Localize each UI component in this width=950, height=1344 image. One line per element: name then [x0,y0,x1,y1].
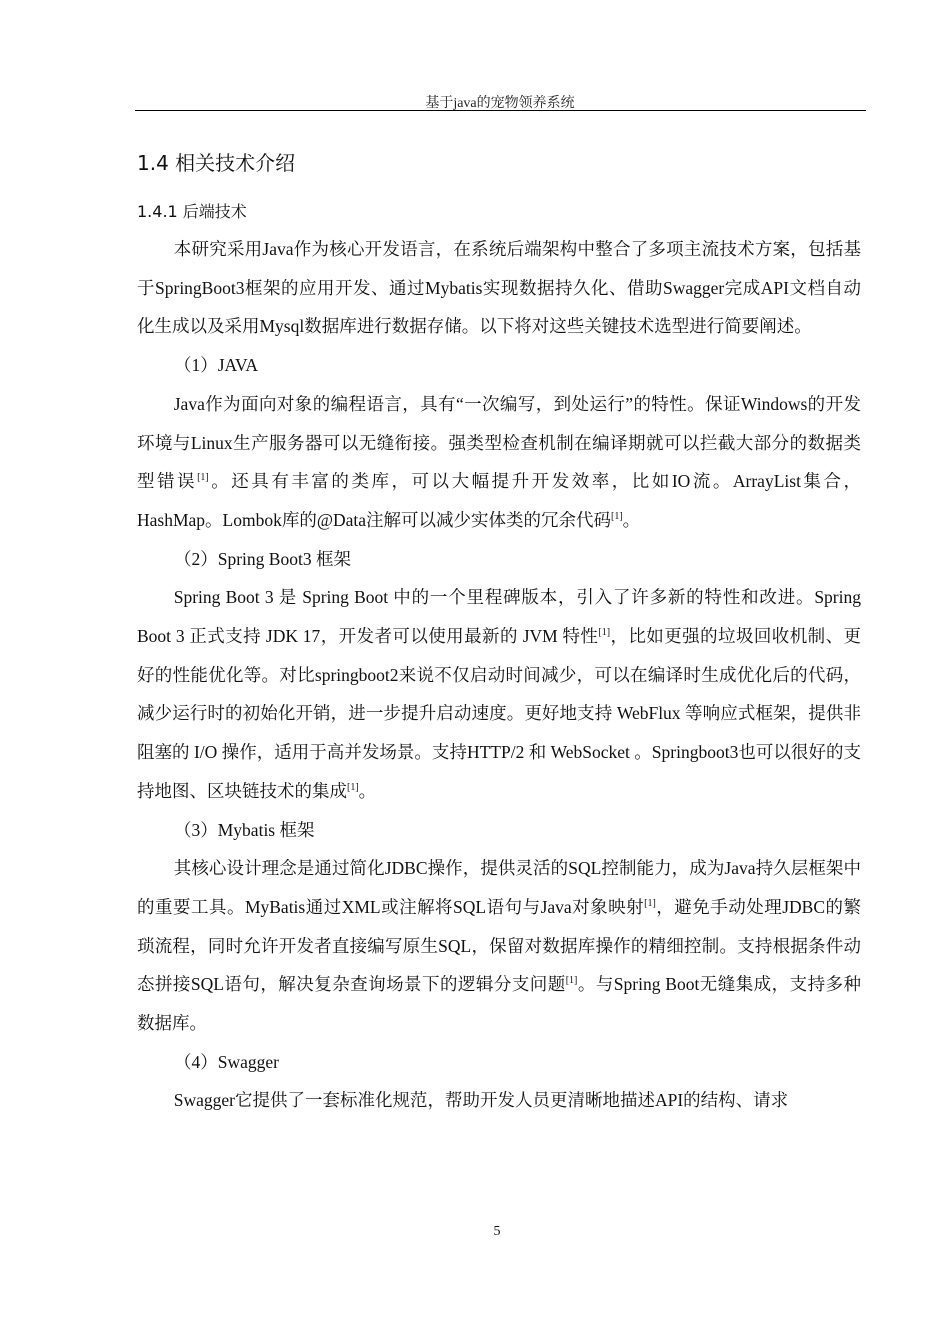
citation-ref: [1] [347,781,359,793]
citation-ref: [1] [611,510,623,522]
springboot-text-1: Spring Boot 3 是 Spring Boot 中的一个里程碑版本，引入了许多新的特性和改进。Spring Boot 3 正式支持 JDK 17，开发者可以使用最新的 JVM 特性 [137,587,861,647]
springboot-text-2: ，比如更强的垃圾回收机制、更好的性能优化等。对比springboot2来说不仅启动时间减少，可以在编译时生成优化后的代码，减少运行时的初始化开销，进一步提升启动速度。更好地支持 WebFlux 等响应式框架，提供非阻塞的 I/O 操作，适用于高并发场景。支持HTTP/2 和 WebSocket 。Springboot3也可以很好的支持地图、区块链技术的集成 [137,626,861,801]
java-text-2: 。还具有丰富的类库，可以大幅提升开发效率，比如IO流。ArrayList集合，HashMap。Lombok库的@Data注解可以减少实体类的冗余代码 [137,471,862,530]
java-text-3: 。 [622,509,641,530]
springboot-title: （2）Spring Boot3 框架 [174,548,351,569]
mybatis-title: （3）Mybatis 框架 [174,819,315,840]
mybatis-paragraph [137,849,861,1043]
citation-ref: [1] [565,975,578,987]
mybatis-text-1: 其核心设计理念是通过简化JDBC操作，提供灵活的SQL控制能力，成为Java持久层框架中的重要工具。MyBatis通过XML或注解将SQL语句与Java对象映射 [137,858,861,917]
page-number: 5 [493,1224,501,1239]
springboot-paragraph [137,578,861,810]
swagger-paragraph: Swagger它提供了一套标准化规范，帮助开发人员更清晰地描述API的结构、请求 [173,1090,789,1111]
java-paragraph [137,385,861,540]
citation-ref: [1] [197,472,209,484]
citation-ref: [1] [598,627,611,639]
springboot-text-3: 。 [358,780,377,801]
intro-paragraph: 本研究采用Java作为核心开发语言，在系统后端架构中整合了多项主流技术方案，包括基于SpringBoot3框架的应用开发、通过Mybatis实现数据持久化、借助Swagger完成API文档自动化生成以及采用Mysql数据库进行数据存储。以下将对这些关键技术选型进行简要阐述。 [137,239,861,337]
header-rule [135,110,866,111]
section-heading: 1.4 相关技术介绍 [137,151,296,175]
running-header: 基于java的宠物领养系统 [425,96,575,111]
mybatis-text-2: ，避免手动处理JDBC的繁琐流程，同时允许开发者直接编写原生SQL，保留对数据库操作的精细控制。支持根据条件动态拼接SQL语句，解决复杂查询场景下的逻辑分支问题 [137,896,861,995]
citation-ref: [1] [644,897,656,909]
subsection-heading: 1.4.1 后端技术 [137,202,247,221]
java-text-1: Java作为面向对象的编程语言，具有“一次编写，到处运行”的特性。保证Windows的开发环境与Linux生产服务器可以无缝衔接。强类型检查机制在编译期就可以拦截大部分的数据类型错误 [137,393,861,492]
swagger-title: （4）Swagger [174,1051,279,1072]
java-title: （1）JAVA [174,355,258,376]
mybatis-text-3: 。与Spring Boot无缝集成，支持多种数据库。 [137,974,861,1034]
page-content [137,146,861,1120]
